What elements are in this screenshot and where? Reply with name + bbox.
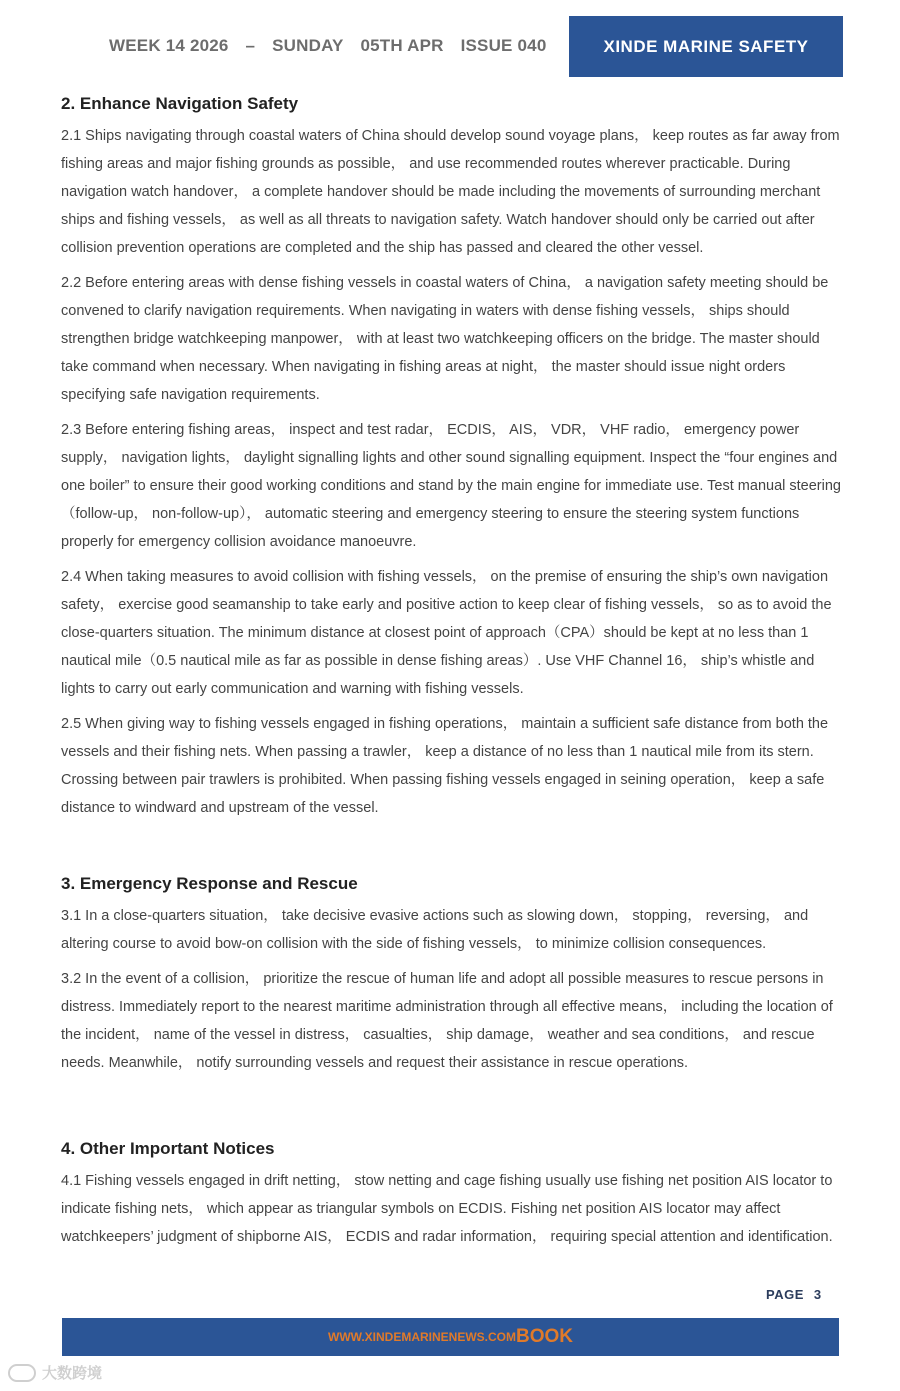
paragraph-3-2: 3.2 In the event of a collision， prioritize the rescue of human life and adopt all possible measures to rescue persons in distress. Immediately report to the nearest maritime administration through all effective means， including the location of the incident， name of the vessel in distress， casualties， ship damage， weather and sea conditions， and rescue needs. Meanwhile， notify surrounding vessels and request their assistance in rescue operations.	[61, 971, 833, 1071]
paragraph-3-1: 3.1 In a close-quarters situation， take decisive evasive actions such as slowing down， stopping， reversing， and altering course to avoid bow-on collision with the side of fishing vessels， to minimize collision consequences.	[61, 908, 809, 952]
brand-banner	[569, 16, 843, 77]
issue-label: ISSUE 040	[460, 36, 547, 55]
date-label: 05TH APR	[360, 36, 444, 55]
watermark-logo-icon	[8, 1364, 36, 1382]
brand-title: XINDE MARINE SAFETY	[603, 36, 809, 56]
section-heading: 4. Other Important Notices	[61, 1139, 275, 1158]
paragraph-2-4: 2.4 When taking measures to avoid collision with fishing vessels， on the premise of ensuring the ship’s own navigation safety， exercise good seamanship to take early and positive action to keep clear of fishing vessels， so as to avoid the close-quarters situation. The minimum distance at closest point of approach（CPA）should be kept at no less than 1 nautical mile（0.5 nautical mile as far as possible in dense fishing areas）. Use VHF Channel 16， ship’s whistle and lights to carry out early communication and warning with fishing vessels.	[61, 569, 832, 697]
page-number	[766, 1287, 822, 1302]
section-emergency-response	[61, 872, 841, 1137]
watermark-text: 大数跨境	[42, 1365, 103, 1382]
section-heading: 2. Enhance Navigation Safety	[61, 94, 299, 113]
footer-url-link[interactable]: WWW.XINDEMARINENEWS.COM	[328, 1330, 516, 1344]
page-label: PAGE	[766, 1287, 804, 1302]
paragraph-2-2: 2.2 Before entering areas with dense fishing vessels in coastal waters of China， a navigation safety meeting should be convened to clarify navigation requirements. When navigating in waters with dense fishing vessels， ships should strengthen bridge watchkeeping manpower， with at least two watchkeeping officers on the bridge. The master should take command when necessary. When navigating in fishing areas at night， the master should issue night orders specifying safe navigation requirements.	[61, 275, 829, 403]
paragraph-4-1: 4.1 Fishing vessels engaged in drift netting， stow netting and cage fishing usually use fishing net position AIS locator to indicate fishing nets， which appear as triangular symbols on ECDIS. Fishing net position AIS locator may affect watchkeepers’ judgment of shipborne AIS， ECDIS and radar information， requiring special attention and identification.	[61, 1173, 833, 1245]
week-label: WEEK 14 2026	[109, 36, 229, 55]
paragraph-2-1: 2.1 Ships navigating through coastal waters of China should develop sound voyage plans， keep routes as far away from fishing areas and major fishing grounds as possible， and use recommended routes wherever practicable. During navigation watch handover， a complete handover should be made including the movements of surrounding merchant ships and fishing vessels， as well as all threats to navigation safety. Watch handover should only be carried out after collision prevention operations are completed and the ship has passed and cleared the other vessel.	[61, 128, 840, 256]
issue-meta	[109, 36, 558, 56]
section-navigation-safety	[61, 92, 841, 872]
section-heading: 3. Emergency Response and Rescue	[61, 874, 358, 893]
watermark	[8, 1362, 102, 1383]
page-value: 3	[813, 1287, 822, 1302]
section-other-notices	[61, 1137, 841, 1251]
footer-book-label: BOOK	[516, 1326, 573, 1347]
document-body	[61, 92, 841, 1258]
footer-bar	[62, 1318, 839, 1356]
day-label: SUNDAY	[272, 36, 344, 55]
meta-separator: –	[245, 36, 256, 55]
paragraph-2-3: 2.3 Before entering fishing areas， inspect and test radar， ECDIS， AIS， VDR， VHF radio， emergency power supply， navigation lights， daylight signalling lights and other sound signalling equipment. Inspect the “four engines and one boiler” to ensure their good working conditions and stand by the main engine for immediate use. Test manual steering（follow-up， non-follow-up）， automatic steering and emergency steering to ensure the steering system functions properly for emergency collision avoidance manoeuvre.	[61, 422, 841, 550]
paragraph-2-5: 2.5 When giving way to fishing vessels engaged in fishing operations， maintain a sufficient safe distance from both the vessels and their fishing nets. When passing a trawler， keep a distance of no less than 1 nautical mile from its stern. Crossing between pair trawlers is prohibited. When passing fishing vessels engaged in seining operation， keep a safe distance to windward and upstream of the vessel.	[61, 716, 829, 816]
